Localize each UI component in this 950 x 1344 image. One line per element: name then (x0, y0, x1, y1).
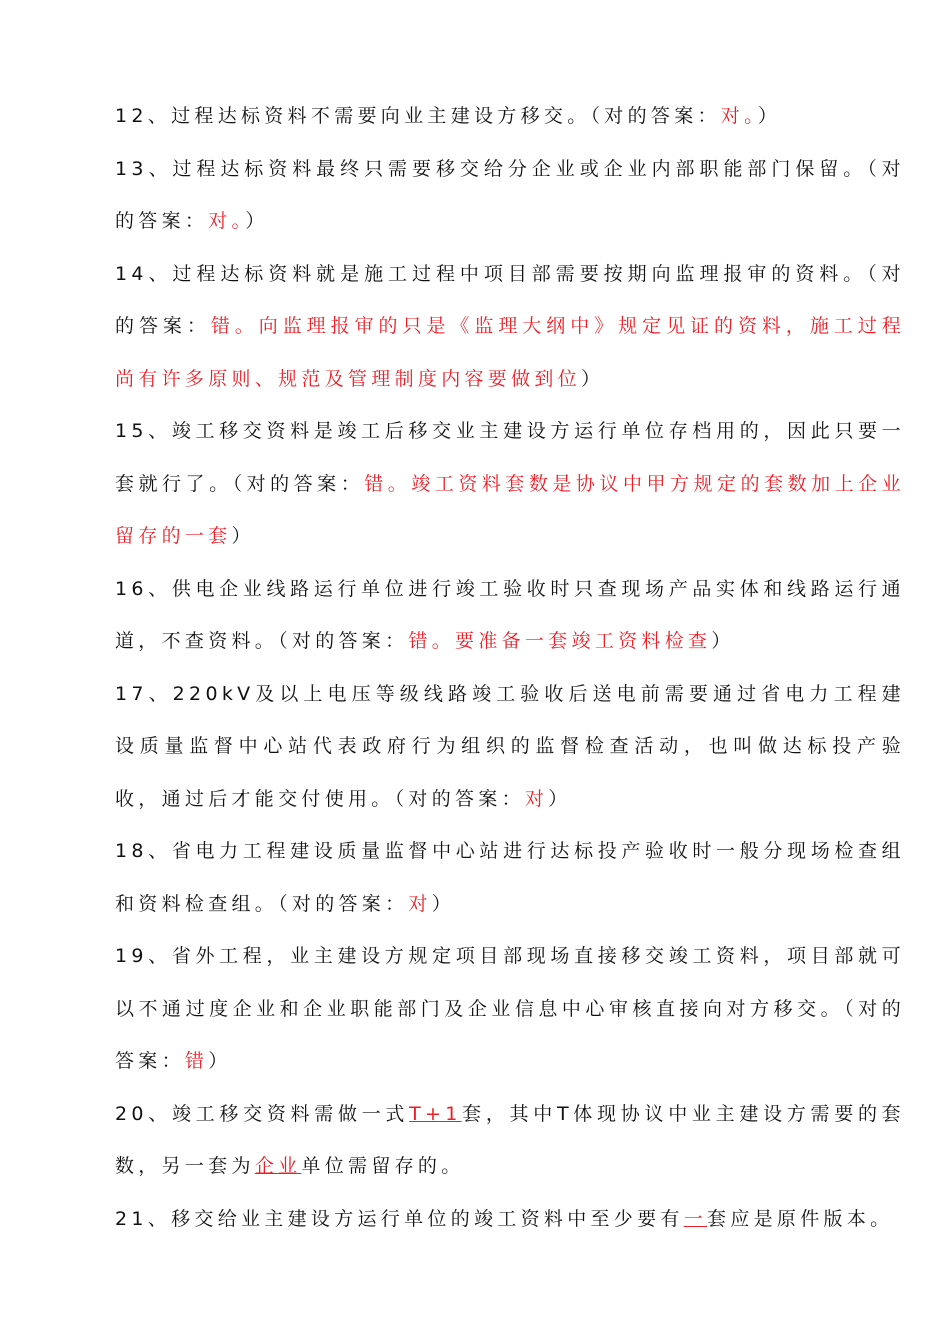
answer-explanation: 要准备一套竣工资料检查 (455, 630, 712, 652)
question-text: 省电力工程建设质量监督中心站进行达标投产验收时一般分现场检查组和资料检查组。（对的答案： (115, 840, 905, 915)
question-number: 17 (115, 682, 148, 705)
question-13: 13、过程达标资料最终只需要移交给分企业或企业内部职能部门保留。（对的答案：对。） (115, 157, 905, 232)
question-number: 19 (115, 945, 148, 967)
question-text: 过程达标资料最终只需要移交给分企业或企业内部职能部门保留。（对的答案： (115, 157, 905, 232)
question-text: 竣工移交资料是竣工后移交业主建设方运行单位存档用的，因此只要一套就行了。（对的答案： (115, 420, 905, 495)
question-15: 15、竣工移交资料是竣工后移交业主建设方运行单位存档用的，因此只要一套就行了。（对的答案：错。竣工资料套数是协议中甲方规定的套数加上企业留存的一套） (115, 420, 905, 547)
fill-item-20: 20、竣工移交资料需做一式T+1套，其中T体现协议中业主建设方需要的套数，另一套为企业单位需留存的。 (115, 1102, 905, 1177)
question-text: 移交给业主建设方运行单位的竣工资料中至少要有 (171, 1207, 684, 1230)
question-14: 14、过程达标资料就是施工过程中项目部需要按期向监理报审的资料。（对的答案：错。向监理报审的只是《监理大纲中》规定见证的资料，施工过程尚有许多原则、规范及管理制度内容要做到位） (115, 262, 905, 390)
answer: 错 (184, 1050, 209, 1072)
question-number: 12 (115, 105, 148, 127)
question-number: 18 (115, 840, 148, 862)
question-number: 15 (115, 420, 148, 442)
fill-item-21: 21、移交给业主建设方运行单位的竣工资料中至少要有一套应是原件版本。 (115, 1207, 894, 1230)
question-text: 套，其中T体现协议中业主建设方需要的套数，另一套为 (115, 1102, 905, 1177)
answer: 对。 (720, 105, 758, 127)
answer: 对 (524, 787, 549, 810)
question-text: 单位需留存的。 (301, 1155, 465, 1177)
answer-explanation: 向监理报审的只是《监理大纲中》规定见证的资料，施工过程尚有许多原则、规范及管理制度内容要做到位 (115, 315, 905, 390)
question-text: 过程达标资料就是施工过程中项目部需要按期向监理报审的资料。（对的答案： (115, 262, 905, 337)
question-text: 套应是原件版本。 (707, 1207, 894, 1230)
fill-blank: 企业 (254, 1155, 302, 1177)
answer: 对 (408, 892, 432, 915)
question-number: 13 (115, 157, 148, 180)
question-number: 16 (115, 577, 148, 600)
question-number: 21 (115, 1207, 148, 1230)
document-page (115, 90, 905, 1245)
answer: 错。 (408, 630, 456, 652)
question-12: 12、过程达标资料不需要向业主建设方移交。（对的答案：对。） (115, 105, 782, 127)
answer: 错。 (364, 472, 412, 495)
question-text: 竣工移交资料需做一式 (171, 1102, 410, 1125)
question-text: 省外工程，业主建设方规定项目部现场直接移交竣工资料，项目部就可以不通过度企业和企业职能部门及企业信息中心审核直接向对方移交。（对的答案： (115, 945, 905, 1072)
answer: 对。 (208, 210, 246, 232)
question-number: 14 (115, 262, 148, 285)
question-text: 过程达标资料不需要向业主建设方移交。（对的答案： (171, 105, 721, 127)
question-text: 220kV及以上电压等级线路竣工验收后送电前需要通过省电力工程建设质量监督中心站代表政府行为组织的监督检查活动，也叫做达标投产验收，通过后才能交付使用。（对的答案： (115, 682, 905, 810)
answer-explanation: 竣工资料套数是协议中甲方规定的套数加上企业留存的一套 (115, 472, 905, 547)
fill-blank: T+1 (409, 1102, 462, 1125)
question-19: 19、省外工程，业主建设方规定项目部现场直接移交竣工资料，项目部就可以不通过度企业和企业职能部门及企业信息中心审核直接向对方移交。（对的答案：错） (115, 945, 905, 1072)
question-18: 18、省电力工程建设质量监督中心站进行达标投产验收时一般分现场检查组和资料检查组。（对的答案：对） (115, 840, 905, 915)
question-16: 16、供电企业线路运行单位进行竣工验收时只查现场产品实体和线路运行通道，不查资料。（对的答案：错。要准备一套竣工资料检查） (115, 577, 905, 652)
question-text: 供电企业线路运行单位进行竣工验收时只查现场产品实体和线路运行通道，不查资料。（对的答案： (115, 577, 905, 652)
fill-blank: 一 (683, 1207, 708, 1230)
answer: 错。 (210, 315, 259, 337)
question-number: 20 (115, 1102, 148, 1125)
question-17: 17、220kV及以上电压等级线路竣工验收后送电前需要通过省电力工程建设质量监督中心站代表政府行为组织的监督检查活动，也叫做达标投产验收，通过后才能交付使用。（对的答案：对） (115, 682, 905, 810)
